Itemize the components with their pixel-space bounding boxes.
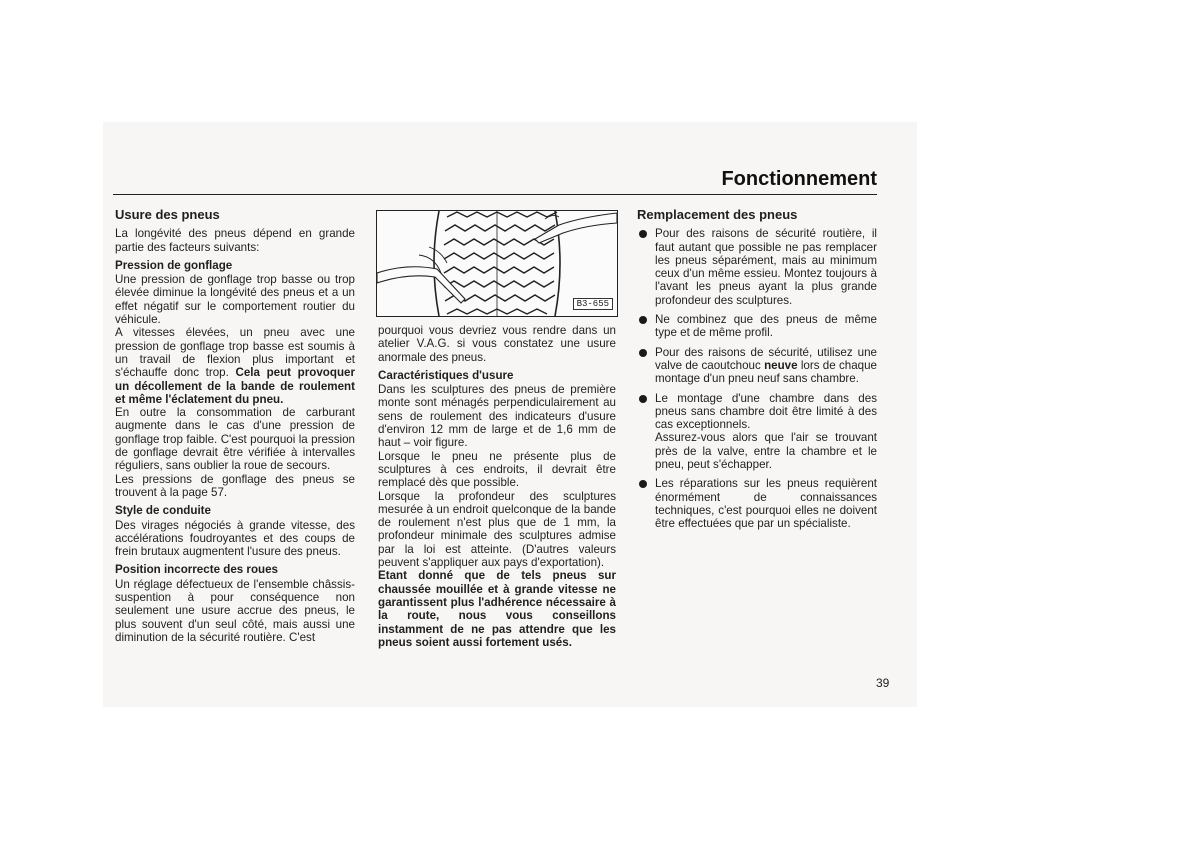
paragraph: Des virages négociés à grande vitesse, des accélérations foudroyantes et des coups de frein brutaux augmentent l'usure des pneus. xyxy=(115,518,355,559)
paragraph: Les pressions de gonflage des pneus se trouvent à la page 57. xyxy=(115,472,355,499)
list-item: Pour des raisons de sécurité, utilisez une valve de caoutchouc neuve lors de chaque montage d'un pneu neuf sans chambre. xyxy=(637,346,877,386)
section-heading-remplacement: Remplacement des pneus xyxy=(637,207,798,222)
bullet-list xyxy=(637,227,877,530)
subheading-caracteristiques: Caractéristiques d'usure xyxy=(378,368,514,382)
column-left xyxy=(115,208,355,644)
column-middle xyxy=(378,324,616,649)
section-heading-usure: Usure des pneus xyxy=(115,207,220,222)
bullet-icon xyxy=(639,395,647,403)
bullet-icon xyxy=(639,349,647,357)
warning-paragraph: Etant donné que de tels pneus sur chaussée mouillée et à grande vitesse ne garantissent plus l'adhérence nécessaire à la route, nous vous conseillons instamment de ne pas attendre que les pneus soient aussi fortement usés. xyxy=(378,569,616,649)
list-item: Les réparations sur les pneus requièrent énormément de connaissances techniques, c'est pourquoi elles ne doivent être effectuées que par un spécialiste. xyxy=(637,477,877,530)
tire-wear-illustration xyxy=(376,210,618,317)
figure-label: B3-655 xyxy=(573,298,613,310)
text-bold-warning: Cela peut provoquer un décollement de la bande de roulement et même l'éclatement du pneu. xyxy=(115,366,355,406)
intro-paragraph: La longévité des pneus dépend en grande partie des facteurs suivants: xyxy=(115,227,355,254)
page-number: 39 xyxy=(876,676,890,690)
page-title: Fonctionnement xyxy=(721,168,877,190)
paragraph-mixed xyxy=(115,326,355,406)
subheading-pression: Pression de gonflage xyxy=(115,258,233,272)
paragraph: En outre la consommation de carburant augmente dans le cas d'une pression de gonflage trop faible. C'est pourquoi la pression de gonflage devrait être vérifiée à intervalles réguliers, sans oublier la roue de secours. xyxy=(115,406,355,473)
paragraph: Un réglage défectueux de l'ensemble châssis-suspention à pour conséquence non seulement une usure accrue des pneus, le plus souvent d'un seul côté, mais aussi une diminution de la sécurité routière. C'est xyxy=(115,577,355,644)
header-divider xyxy=(113,194,877,195)
text-normal: A vitesses élevées, un pneu avec une pression de gonflage trop basse est soumis à un travail de flexion plus important et s'échauffe donc trop. xyxy=(115,326,355,380)
list-item: Le montage d'une chambre dans des pneus sans chambre doit être limité à des cas exceptionnels. Assurez-vous alors que l'air se trouvant près de la valve, entre la chambre et le pneu, peut s'échapper. xyxy=(637,392,877,472)
subheading-style: Style de conduite xyxy=(115,504,211,518)
subheading-position: Position incorrecte des roues xyxy=(115,563,279,577)
bullet-icon xyxy=(639,480,647,488)
column-right xyxy=(637,208,877,537)
text-bold: neuve xyxy=(764,358,798,372)
list-item: Ne combinez que des pneus de même type et de même profil. xyxy=(637,313,877,340)
paragraph: Une pression de gonflage trop basse ou trop élevée diminue la longévité des pneus et a un effet négatif sur le comportement routier du véhicule. xyxy=(115,273,355,327)
bullet-icon xyxy=(639,230,647,238)
paragraph: Lorsque le pneu ne présente plus de sculptures à ces endroits, il devrait être remplacé dès que possible. xyxy=(378,449,616,490)
bullet-icon xyxy=(639,316,647,324)
paragraph: Lorsque la profondeur des sculptures mesurée à un endroit quelconque de la bande de roulement n'est plus que de 1 mm, la profondeur minimale des sculptures admise par la loi est atteinte. (D'autres valeurs peuvent s'appliquer aux pays d'exportation). xyxy=(378,489,616,570)
list-item: Pour des raisons de sécurité routière, il faut autant que possible ne pas remplacer les pneus séparément, mais au minimum ceux d'un même essieu. Montez toujours à l'avant les pneus ayant la plus grande profondeur des sculptures. xyxy=(637,227,877,307)
paragraph-continued: pourquoi vous devriez vous rendre dans un atelier V.A.G. si vous constatez une usure anormale des pneus. xyxy=(378,324,616,364)
paragraph: Dans les sculptures des pneus de première monte sont ménagés perpendiculairement au sens de roulement des indicateurs d'usure d'environ 12 mm de large et de 1,6 mm de haut – voir figure. xyxy=(378,383,616,450)
